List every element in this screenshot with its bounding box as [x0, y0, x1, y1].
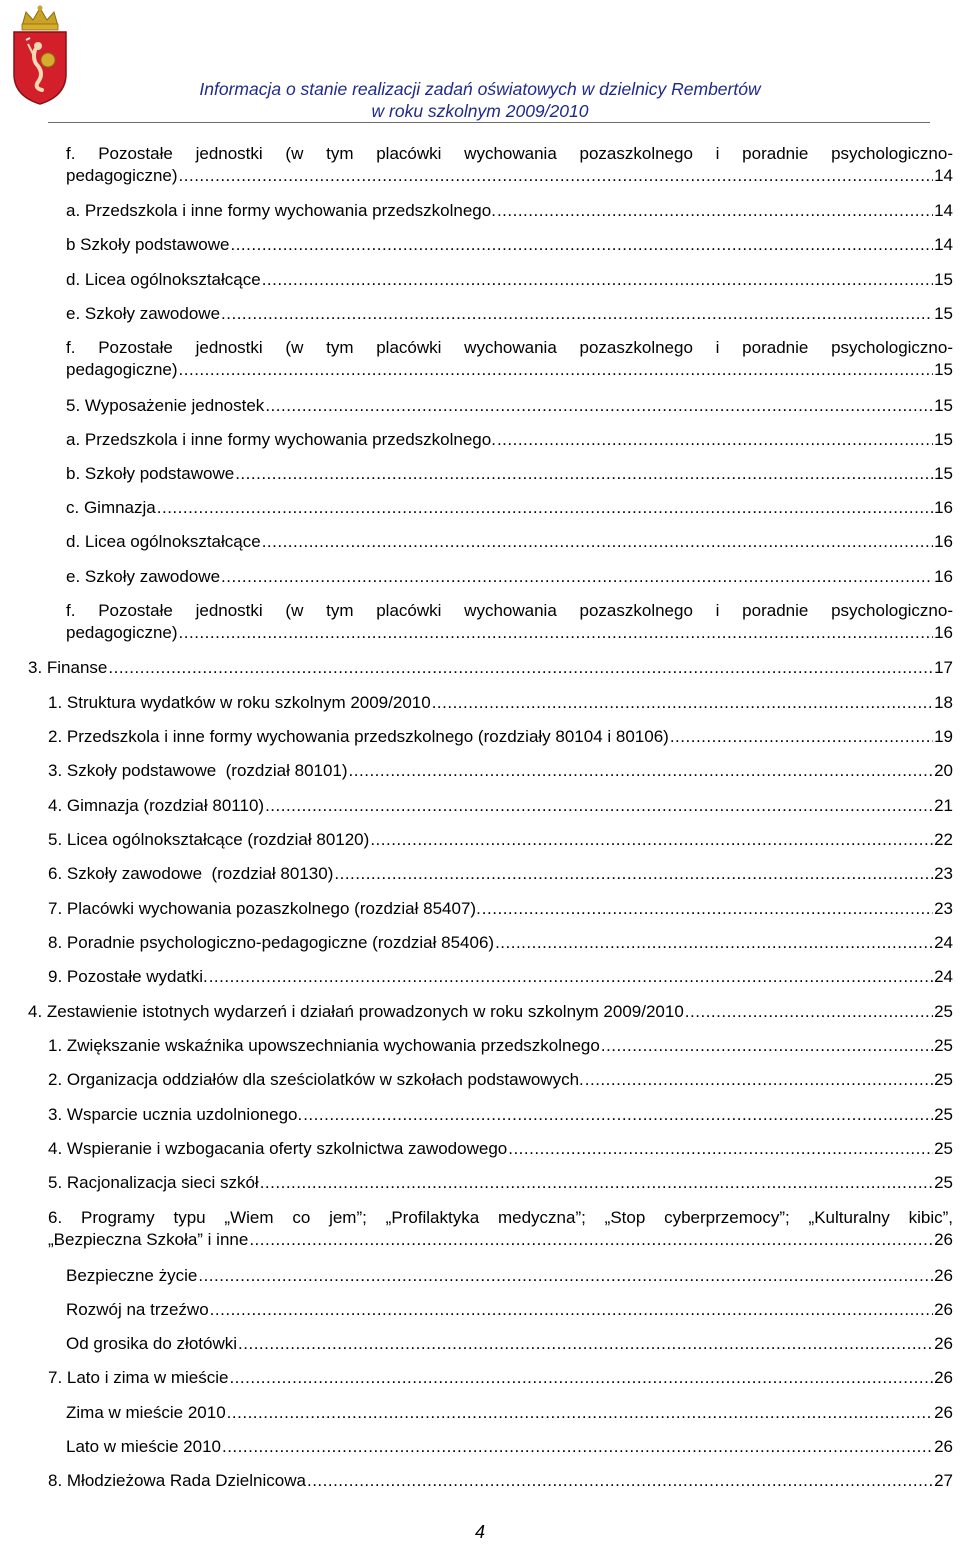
toc-dot-leader [235, 463, 933, 485]
toc-dot-leader [482, 898, 933, 920]
toc-page-number: 22 [934, 830, 953, 849]
toc-entry-title: c. Gimnazja [66, 498, 156, 517]
toc-entry-title: Bezpieczne życie [66, 1266, 198, 1285]
toc-entry-title: d. Licea ogólnokształcące [66, 270, 261, 289]
toc-entry[interactable] [48, 1104, 953, 1126]
toc-entry[interactable] [66, 600, 953, 644]
toc-entry[interactable] [48, 829, 953, 851]
toc-entry[interactable] [48, 1138, 953, 1160]
toc-entry-title: 7. Lato i zima w mieście [48, 1368, 229, 1387]
warsaw-coat-of-arms-icon [8, 4, 72, 108]
toc-entry-title: 5. Licea ogólnokształcące (rozdział 80120) [48, 830, 370, 849]
toc-entry[interactable] [66, 1436, 953, 1458]
toc-entry-title: 8. Poradnie psychologiczno-pedagogiczne (rozdział 85406) [48, 933, 495, 952]
toc-entry-title: b Szkoły podstawowe [66, 235, 230, 254]
toc-dot-leader [198, 1265, 933, 1287]
toc-entry-title: 8. Młodzieżowa Rada Dzielnicowa [48, 1471, 306, 1490]
toc-entry[interactable] [66, 1402, 953, 1424]
toc-entry[interactable] [48, 795, 953, 817]
toc-entry-title: Od grosika do złotówki [66, 1334, 238, 1353]
toc-dot-leader [230, 234, 933, 256]
toc-entry-title: e. Szkoły zawodowe [66, 304, 221, 323]
toc-dot-leader [108, 657, 933, 679]
toc-page-number: 14 [934, 166, 953, 185]
toc-page-number: 14 [934, 235, 953, 254]
toc-dot-leader [334, 863, 933, 885]
toc-entry-title: 3. Wsparcie ucznia uzdolnionego. [48, 1105, 303, 1124]
toc-page-number: 16 [934, 532, 953, 551]
toc-page-number: 16 [934, 623, 953, 642]
toc-entry-title: pedagogiczne) [66, 623, 178, 642]
document-header [140, 78, 820, 122]
toc-entry[interactable] [48, 932, 953, 954]
toc-entry-title: a. Przedszkola i inne formy wychowania przedszkolnego. [66, 430, 496, 449]
toc-entry[interactable] [48, 966, 953, 988]
toc-entry[interactable] [28, 657, 953, 679]
toc-entry[interactable] [48, 760, 953, 782]
toc-dot-leader [265, 795, 933, 817]
toc-page-number: 23 [934, 864, 953, 883]
toc-dot-leader [497, 200, 933, 222]
toc-entry-title-line: f. Pozostałe jednostki (w tym placówki wychowania pozaszkolnego i poradnie psychologiczno- [66, 338, 953, 357]
toc-entry[interactable] [66, 1333, 953, 1355]
toc-entry[interactable] [66, 429, 953, 451]
toc-page-number: 24 [934, 933, 953, 952]
toc-entry-title-line: 6. Programy typu „Wiem co jem”; „Profilaktyka medyczna”; „Stop cyberprzemocy”; „Kulturalny kibic”, [48, 1208, 953, 1227]
toc-entry-title: 3. Finanse [28, 658, 108, 677]
toc-dot-leader [307, 1470, 933, 1492]
toc-entry[interactable] [48, 726, 953, 748]
toc-page-number: 14 [934, 201, 953, 220]
toc-entry[interactable] [48, 1207, 953, 1251]
toc-dot-leader [209, 966, 933, 988]
toc-page-number: 26 [934, 1437, 953, 1456]
toc-entry-title: 2. Przedszkola i inne formy wychowania przedszkolnego (rozdziały 80104 i 80106) [48, 727, 669, 746]
toc-dot-leader [508, 1138, 933, 1160]
toc-page-number: 15 [934, 270, 953, 289]
toc-dot-leader [249, 1229, 933, 1251]
toc-page-number: 27 [934, 1471, 953, 1490]
toc-entry-title: a. Przedszkola i inne formy wychowania przedszkolnego. [66, 201, 496, 220]
toc-entry[interactable] [48, 1470, 953, 1492]
toc-entry-title: pedagogiczne) [66, 360, 178, 379]
toc-page-number: 18 [934, 693, 953, 712]
toc-entry-title-line: f. Pozostałe jednostki (w tym placówki wychowania pozaszkolnego i poradnie psychologiczno- [66, 144, 953, 163]
toc-page-number: 23 [934, 899, 953, 918]
toc-entry-title: Zima w mieście 2010 [66, 1403, 226, 1422]
toc-dot-leader [495, 932, 933, 954]
toc-entry-title: e. Szkoły zawodowe [66, 567, 221, 586]
toc-dot-leader [497, 429, 933, 451]
toc-page-number: 26 [934, 1300, 953, 1319]
toc-dot-leader [370, 829, 933, 851]
toc-entry[interactable] [66, 200, 953, 222]
toc-dot-leader [179, 622, 934, 644]
toc-entry-title: 1. Struktura wydatków w roku szkolnym 2009/2010 [48, 693, 431, 712]
toc-page-number: 16 [934, 498, 953, 517]
toc-entry-title: 6. Szkoły zawodowe (rozdział 80130) [48, 864, 334, 883]
header-divider [48, 122, 930, 123]
toc-dot-leader [229, 1367, 933, 1389]
toc-dot-leader [221, 303, 933, 325]
toc-page-number: 25 [934, 1070, 953, 1089]
toc-entry[interactable] [66, 531, 953, 553]
toc-entry-title: 4. Gimnazja (rozdział 80110) [48, 796, 265, 815]
toc-entry[interactable] [66, 269, 953, 291]
toc-entry[interactable] [66, 234, 953, 256]
toc-dot-leader [601, 1035, 933, 1057]
toc-entry[interactable] [66, 337, 953, 381]
toc-entry-title: 5. Wyposażenie jednostek [66, 396, 265, 415]
toc-entry-title: 3. Szkoły podstawowe (rozdział 80101) [48, 761, 348, 780]
toc-dot-leader [585, 1069, 933, 1091]
toc-entry-title-line: f. Pozostałe jednostki (w tym placówki wychowania pozaszkolnego i poradnie psychologiczno- [66, 601, 953, 620]
toc-entry[interactable] [66, 497, 953, 519]
toc-dot-leader [260, 1172, 933, 1194]
header-subtitle: w roku szkolnym 2009/2010 [371, 101, 589, 121]
toc-dot-leader [179, 359, 934, 381]
toc-page-number: 26 [934, 1334, 953, 1353]
toc-entry[interactable] [66, 566, 953, 588]
page-number: 4 [474, 1522, 485, 1542]
toc-page-number: 15 [934, 430, 953, 449]
toc-page-number: 25 [934, 1002, 953, 1021]
toc-page-number: 26 [934, 1266, 953, 1285]
toc-dot-leader [179, 165, 934, 187]
toc-page-number: 20 [934, 761, 953, 780]
toc-page-number: 24 [934, 967, 953, 986]
toc-entry-title: b. Szkoły podstawowe [66, 464, 235, 483]
toc-page-number: 26 [934, 1403, 953, 1422]
toc-page-number: 25 [934, 1173, 953, 1192]
toc-dot-leader [685, 1001, 933, 1023]
toc-page-number: 21 [934, 796, 953, 815]
toc-entry[interactable] [66, 395, 953, 417]
toc-entry-title: 1. Zwiększanie wskaźnika upowszechniania wychowania przedszkolnego [48, 1036, 600, 1055]
toc-dot-leader [238, 1333, 933, 1355]
toc-page-number: 15 [934, 464, 953, 483]
toc-entry[interactable] [48, 863, 953, 885]
toc-entry[interactable] [66, 303, 953, 325]
toc-dot-leader [265, 395, 933, 417]
toc-dot-leader [221, 566, 933, 588]
toc-entry-title: pedagogiczne) [66, 166, 178, 185]
toc-dot-leader [432, 692, 933, 714]
toc-entry-title: 2. Organizacja oddziałów dla sześciolatków w szkołach podstawowych. [48, 1070, 584, 1089]
toc-page-number: 26 [934, 1368, 953, 1387]
toc-page-number: 25 [934, 1139, 953, 1158]
toc-entry-title: Rozwój na trzeźwo [66, 1300, 209, 1319]
toc-dot-leader [349, 760, 934, 782]
toc-page-number: 25 [934, 1105, 953, 1124]
toc-entry-title: 4. Wspieranie i wzbogacania oferty szkolnictwa zawodowego [48, 1139, 508, 1158]
toc-dot-leader [227, 1402, 933, 1424]
toc-entry-title: Lato w mieście 2010 [66, 1437, 221, 1456]
toc-page-number: 15 [934, 396, 953, 415]
header-title: Informacja o stanie realizacji zadań oświatowych w dzielnicy Rembertów [199, 79, 761, 99]
toc-entry[interactable] [48, 1069, 953, 1091]
toc-entry-title: 5. Racjonalizacja sieci szkół [48, 1173, 259, 1192]
toc-dot-leader [303, 1104, 933, 1126]
toc-entry[interactable] [28, 1001, 953, 1023]
toc-page-number: 16 [934, 567, 953, 586]
toc-entry[interactable] [66, 463, 953, 485]
toc-entry-title: „Bezpieczna Szkoła” i inne [48, 1230, 249, 1249]
toc-entry-title: 7. Placówki wychowania pozaszkolnego (rozdział 85407). [48, 899, 481, 918]
toc-dot-leader [157, 497, 933, 519]
toc-dot-leader [262, 269, 933, 291]
toc-entry[interactable] [48, 898, 953, 920]
toc-entry-title: 4. Zestawienie istotnych wydarzeń i działań prowadzonych w roku szkolnym 2009/2010 [28, 1002, 684, 1021]
toc-page-number: 15 [934, 304, 953, 323]
toc-page-number: 17 [934, 658, 953, 677]
toc-entry[interactable] [66, 1265, 953, 1287]
toc-dot-leader [262, 531, 933, 553]
toc-dot-leader [222, 1436, 933, 1458]
toc-entry[interactable] [48, 1367, 953, 1389]
toc-page-number: 15 [934, 360, 953, 379]
toc-entry-title: 9. Pozostałe wydatki. [48, 967, 208, 986]
toc-entry[interactable] [48, 1035, 953, 1057]
toc-page-number: 26 [934, 1230, 953, 1249]
toc-entry[interactable] [66, 1299, 953, 1321]
toc-entry[interactable] [48, 1172, 953, 1194]
toc-entry[interactable] [66, 143, 953, 187]
toc-page-number: 19 [934, 727, 953, 746]
toc-dot-leader [670, 726, 933, 748]
toc-entry-title: d. Licea ogólnokształcące [66, 532, 261, 551]
toc-dot-leader [210, 1299, 933, 1321]
toc-page-number: 25 [934, 1036, 953, 1055]
toc-entry[interactable] [48, 692, 953, 714]
